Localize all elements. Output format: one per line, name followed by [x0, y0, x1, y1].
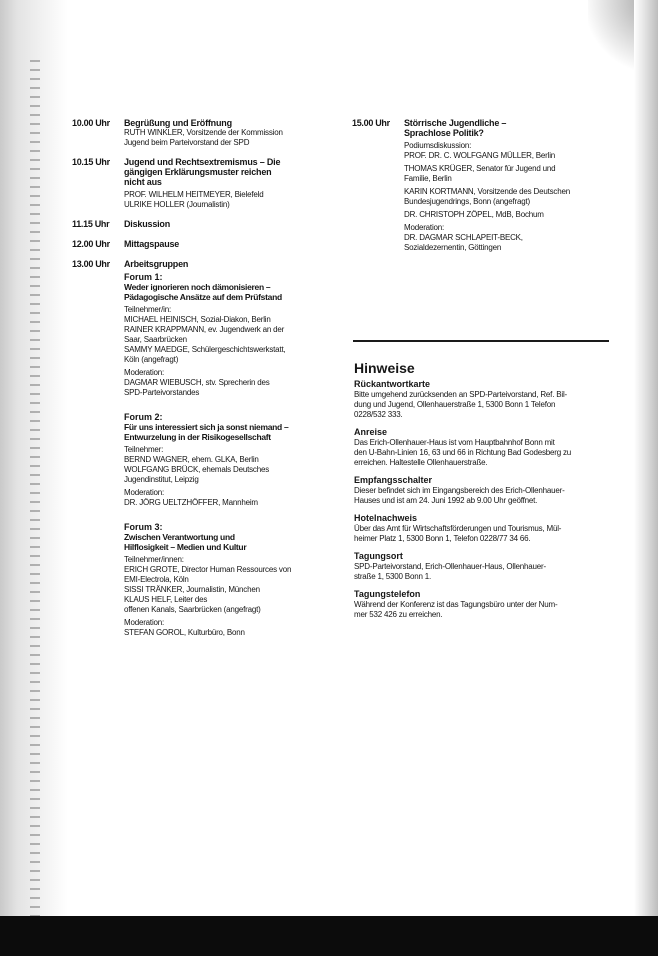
podium-moderator: Sozialdezernentin, Göttingen: [404, 243, 502, 252]
podium-participant: PROF. DR. C. WOLFGANG MÜLLER, Berlin: [404, 151, 556, 160]
program-entry: [72, 239, 342, 250]
forum-participant: EMI-Electrola, Köln: [124, 575, 189, 584]
hinweis-text: straße 1, 5300 Bonn 1.: [354, 572, 431, 581]
entry-body: [124, 259, 342, 646]
forum-moderator: DAGMAR WIEBUSCH, stv. Sprecherin des: [124, 378, 270, 387]
forum-moderation-label: Moderation:: [124, 618, 165, 627]
entry-detail: PROF. WILHELM HEITMEYER, Bielefeld: [124, 190, 264, 199]
forum-participant: Jugendinstitut, Leipzig: [124, 475, 199, 484]
forum-heading: Forum 1:: [124, 272, 163, 282]
hinweis-title: Anreise: [354, 427, 388, 437]
hinweis-text: den U-Bahn-Linien 16, 63 und 66 in Richtung Bad Godesberg zu: [354, 448, 572, 457]
hinweis-block: [354, 589, 612, 620]
hinweis-text: Über das Amt für Wirtschaftsförderungen und Tourismus, Mül-: [354, 524, 562, 533]
entry-title: nicht aus: [124, 177, 162, 187]
forum-moderation-label: Moderation:: [124, 368, 165, 377]
forum-participants-label: Teilnehmer:: [124, 445, 164, 454]
program-entry: [352, 118, 614, 253]
entry-title: Begrüßung und Eröffnung: [124, 118, 232, 128]
hinweis-text: erreichen. Haltestelle Ollenhauerstraße.: [354, 458, 488, 467]
forum-participant: offenen Kanals, Saarbrücken (angefragt): [124, 605, 261, 614]
hinweis-block: [354, 475, 612, 506]
podium-label: Podiumsdiskussion:: [404, 141, 472, 150]
forum-block: [124, 272, 342, 398]
hinweis-text: Dieser befindet sich im Eingangsbereich des Erich-Ollenhauer-: [354, 486, 565, 495]
entry-time: 15.00 Uhr: [352, 118, 390, 128]
forum-heading: Entwurzelung in der Risikogesellschaft: [124, 432, 271, 442]
forum-participant: RAINER KRAPPMANN, ev. Jugendwerk an der: [124, 325, 285, 334]
entry-title: Störrische Jugendliche –: [404, 118, 507, 128]
entry-title: Mittagspause: [124, 239, 180, 249]
scan-edge-right: [634, 0, 658, 956]
entry-detail: Jugend beim Parteivorstand der SPD: [124, 138, 250, 147]
hinweis-text: mer 532 426 zu erreichen.: [354, 610, 443, 619]
hinweis-text: SPD-Parteivorstand, Erich-Ollenhauer-Haus, Ollenhauer-: [354, 562, 546, 571]
forum-heading: Forum 2:: [124, 412, 163, 422]
scan-edge-left: [0, 0, 68, 956]
podium-participant: Familie, Berlin: [404, 174, 452, 183]
entry-title: Diskussion: [124, 219, 171, 229]
podium-participant: KARIN KORTMANN, Vorsitzende des Deutschen: [404, 187, 570, 196]
hinweis-block: [354, 379, 612, 420]
scan-edge-bottom: [0, 916, 658, 956]
hinweis-text: Hauses und ist am 24. Juni 1992 ab 9.00 Uhr geöffnet.: [354, 496, 538, 505]
forum-heading: Hilflosigkeit – Medien und Kultur: [124, 542, 247, 552]
forum-heading: Weder ignorieren noch dämonisieren –: [124, 282, 271, 292]
entry-body: [124, 157, 342, 210]
forum-moderation-label: Moderation:: [124, 488, 165, 497]
entry-time: 13.00 Uhr: [72, 259, 110, 269]
hinweis-block: [354, 427, 612, 468]
hinweis-title: Tagungstelefon: [354, 589, 421, 599]
podium-participant: DR. CHRISTOPH ZÖPEL, MdB, Bochum: [404, 210, 544, 219]
entry-time: 11.15 Uhr: [72, 219, 110, 229]
forum-moderator: DR. JÖRG UELTZHÖFFER, Mannheim: [124, 498, 258, 507]
forum-heading: Forum 3:: [124, 522, 163, 532]
entry-body: [124, 239, 342, 250]
hinweis-block: [354, 513, 612, 544]
entry-body: [124, 219, 342, 230]
entry-body: [404, 118, 614, 253]
program-right-column: [352, 118, 614, 262]
podium-participant: Bundesjugendrings, Bonn (angefragt): [404, 197, 530, 206]
entry-time: 10.00 Uhr: [72, 118, 110, 128]
hinweis-title: Hotelnachweis: [354, 513, 418, 523]
entry-detail: RUTH WINKLER, Vorsitzende der Kommission: [124, 128, 283, 137]
podium-moderator: DR. DAGMAR SCHLAPEIT-BECK,: [404, 233, 523, 242]
entry-body: [124, 118, 342, 148]
program-entry: [72, 259, 342, 646]
forum-moderator: SPD-Parteivorstandes: [124, 388, 200, 397]
program-entry: [72, 219, 342, 230]
entry-title: Sprachlose Politik?: [404, 128, 484, 138]
forum-participant: ERICH GROTE, Director Human Ressources von: [124, 565, 292, 574]
hinweis-title: Rückantwortkarte: [354, 379, 431, 389]
program-entry: [72, 118, 342, 148]
forum-participant: SAMMY MAEDGE, Schülergeschichtswerkstatt,: [124, 345, 286, 354]
forum-participant: Saar, Saarbrücken: [124, 335, 187, 344]
forum-block: [124, 412, 342, 508]
forum-participants-label: Teilnehmer/in:: [124, 305, 172, 314]
forum-heading: Pädagogische Ansätze auf dem Prüfstand: [124, 292, 282, 302]
forum-participant: SISSI TRÄNKER, Journalistin, München: [124, 585, 260, 594]
hinweis-text: Bitte umgehend zurücksenden an SPD-Parteivorstand, Ref. Bil-: [354, 390, 568, 399]
program-entry: [72, 157, 342, 210]
entry-title: Arbeitsgruppen: [124, 259, 189, 269]
forum-participant: KLAUS HELF, Leiter des: [124, 595, 208, 604]
entry-title: gängigen Erklärungsmuster reichen: [124, 167, 272, 177]
forum-heading: Zwischen Verantwortung und: [124, 532, 235, 542]
hinweis-text: Das Erich-Ollenhauer-Haus ist vom Hauptbahnhof Bonn mit: [354, 438, 555, 447]
forum-participants-label: Teilnehmer/innen:: [124, 555, 184, 564]
entry-title: Jugend und Rechtsextremismus – Die: [124, 157, 281, 167]
forum-moderator: STEFAN GOROL, Kulturbüro, Bonn: [124, 628, 245, 637]
podium-participant: THOMAS KRÜGER, Senator für Jugend und: [404, 164, 556, 173]
hinweis-block: [354, 551, 612, 582]
forum-participant: WOLFGANG BRÜCK, ehemals Deutsches: [124, 465, 269, 474]
hinweis-text: dung und Jugend, Ollenhauerstraße 1, 5300 Bonn 1 Telefon: [354, 400, 556, 409]
hinweis-title: Empfangsschalter: [354, 475, 433, 485]
hinweise-heading: Hinweise: [354, 360, 415, 376]
entry-time: 12.00 Uhr: [72, 239, 110, 249]
forum-participant: Köln (angefragt): [124, 355, 179, 364]
hinweis-text: heimer Platz 1, 5300 Bonn 1, Telefon 0228/77 34 66.: [354, 534, 531, 543]
hinweise-section: [354, 360, 612, 627]
podium-moderation-label: Moderation:: [404, 223, 445, 232]
entry-detail: ULRIKE HOLLER (Journalistin): [124, 200, 230, 209]
forum-participant: BERND WAGNER, ehem. GLKA, Berlin: [124, 455, 259, 464]
forum-participant: MICHAEL HEINISCH, Sozial-Diakon, Berlin: [124, 315, 271, 324]
forum-heading: Für uns interessiert sich ja sonst niemand –: [124, 422, 289, 432]
hinweis-text: Während der Konferenz ist das Tagungsbüro unter der Num-: [354, 600, 558, 609]
hinweis-text: 0228/532 333.: [354, 410, 403, 419]
section-divider: [353, 340, 609, 342]
hinweis-title: Tagungsort: [354, 551, 403, 561]
forum-block: [124, 522, 342, 638]
program-left-column: [72, 118, 342, 648]
entry-time: 10.15 Uhr: [72, 157, 110, 167]
